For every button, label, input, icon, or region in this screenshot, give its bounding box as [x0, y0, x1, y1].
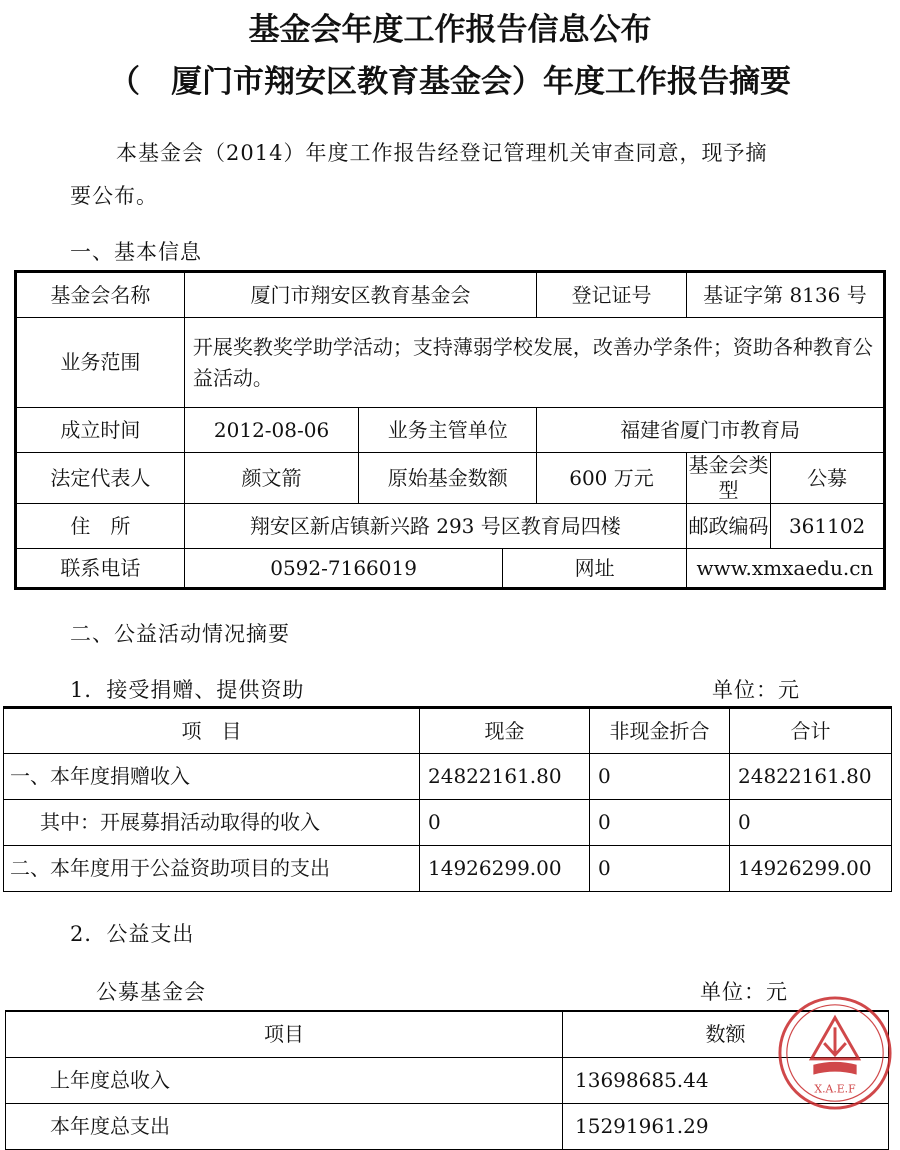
donations-unit: 单位：元	[712, 678, 800, 702]
address-label: 住 所	[16, 504, 185, 549]
table-cell: 24822161.80	[730, 754, 892, 800]
public-welfare-table	[5, 1010, 889, 1150]
page-title: 基金会年度工作报告信息公布	[248, 12, 652, 48]
name-label: 基金会名称	[16, 272, 185, 318]
table-row-label: 其中：开展募捐活动取得的收入	[4, 800, 420, 846]
section-basic-info-heading: 一、基本信息	[70, 240, 202, 264]
table-cell: 13698685.44	[563, 1057, 889, 1103]
table-row-label: 本年度总支出	[6, 1103, 563, 1149]
reg-label: 登记证号	[537, 272, 687, 318]
table-cell: 0	[590, 846, 730, 892]
basic-info-table	[14, 270, 886, 590]
public-welfare-subheading: 公募基金会	[96, 980, 206, 1004]
phone-value: 0592-7166019	[184, 549, 503, 589]
rep-value: 颜文箭	[184, 453, 358, 504]
rep-label: 法定代表人	[16, 453, 185, 504]
table-cell: 0	[590, 754, 730, 800]
intro-line-2: 要公布。	[70, 184, 158, 208]
donations-header-cash: 现金	[420, 708, 590, 754]
scope-value: 开展奖教奖学助学活动；支持薄弱学校发展，改善办学条件；资助各种教育公益活动。	[184, 318, 884, 408]
table-cell: 24822161.80	[420, 754, 590, 800]
table-cell: 14926299.00	[420, 846, 590, 892]
supervisor-value: 福建省厦门市教育局	[537, 408, 885, 453]
founded-value: 2012-08-06	[184, 408, 358, 453]
table-cell: 15291961.29	[563, 1103, 889, 1149]
table-row-label: 上年度总收入	[6, 1057, 563, 1103]
address-value: 翔安区新店镇新兴路 293 号区教育局四楼	[184, 504, 686, 549]
donations-table	[3, 706, 892, 892]
donations-header-noncash: 非现金折合	[590, 708, 730, 754]
scope-label: 业务范围	[16, 318, 185, 408]
public-welfare-header-amount: 数额	[563, 1011, 889, 1057]
website-label: 网址	[503, 549, 686, 589]
donations-header-item: 项 目	[4, 708, 420, 754]
section-activity-heading: 二、公益活动情况摘要	[70, 622, 290, 646]
table-cell: 0	[730, 800, 892, 846]
page-subtitle: （ 厦门市翔安区教育基金会）年度工作报告摘要	[109, 64, 791, 100]
fund-label: 原始基金数额	[359, 453, 537, 504]
public-welfare-unit: 单位：元	[700, 980, 788, 1004]
foundation-seal-icon	[776, 994, 894, 1112]
name-value: 厦门市翔安区教育基金会	[184, 272, 536, 318]
intro-line-1: 本基金会（2014）年度工作报告经登记管理机关审查同意，现予摘	[116, 141, 768, 165]
table-row-label: 二、本年度用于公益资助项目的支出	[4, 846, 420, 892]
type-label: 基金会类型	[686, 453, 770, 504]
table-cell: 0	[420, 800, 590, 846]
phone-label: 联系电话	[16, 549, 185, 589]
type-value: 公募	[771, 453, 885, 504]
supervisor-label: 业务主管单位	[359, 408, 537, 453]
postcode-label: 邮政编码	[686, 504, 770, 549]
table-row-label: 一、本年度捐赠收入	[4, 754, 420, 800]
founded-label: 成立时间	[16, 408, 185, 453]
donations-heading: 1．接受捐赠、提供资助	[70, 678, 305, 702]
donations-header-total: 合计	[730, 708, 892, 754]
seal-text: X.A.E.F	[814, 1082, 856, 1096]
table-cell: 14926299.00	[730, 846, 892, 892]
postcode-value: 361102	[771, 504, 885, 549]
table-cell: 0	[590, 800, 730, 846]
public-welfare-heading: 2．公益支出	[70, 922, 195, 946]
reg-value: 基证字第 8136 号	[686, 272, 884, 318]
website-value: www.xmxaedu.cn	[686, 549, 884, 589]
fund-value: 600 万元	[537, 453, 687, 504]
public-welfare-header-item: 项目	[6, 1011, 563, 1057]
